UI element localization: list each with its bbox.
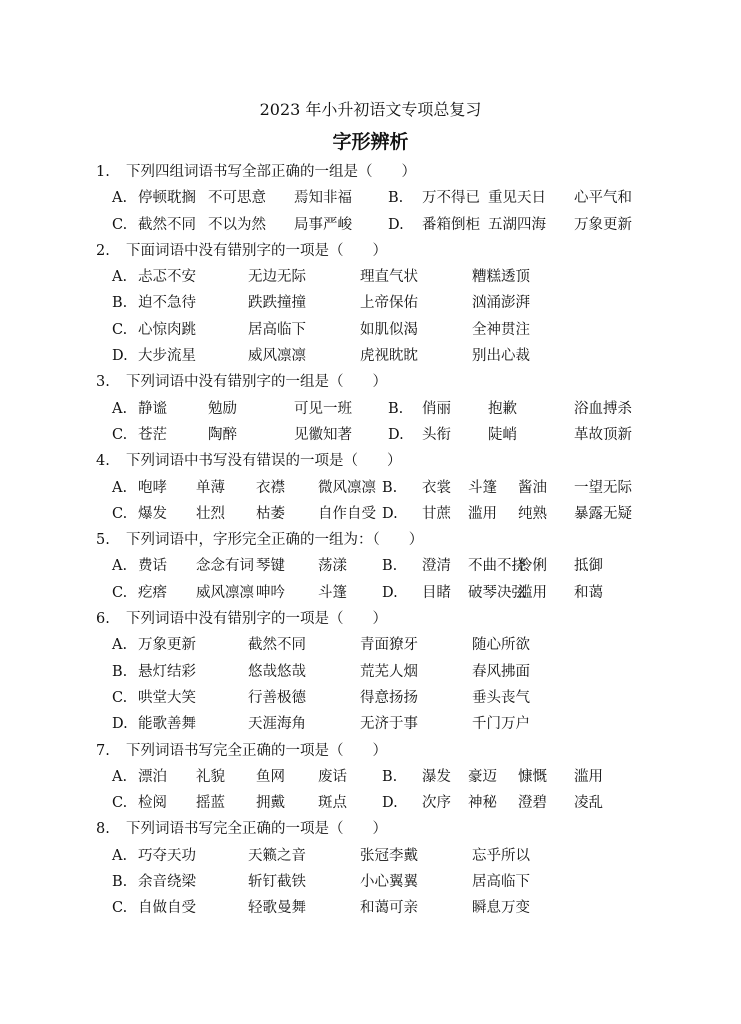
option-word: 伶俐 <box>518 558 547 575</box>
option-row <box>96 553 716 579</box>
question-stem <box>96 606 716 632</box>
option-word: 余音绕梁 <box>138 874 196 891</box>
option-word: 行善极德 <box>248 689 306 706</box>
option-word: 检阅 <box>138 795 167 812</box>
option-row <box>96 475 716 501</box>
option-word: 心惊肉跳 <box>138 321 196 338</box>
option-word: 礼貌 <box>196 768 225 785</box>
option-word: 鱼网 <box>256 768 285 785</box>
option-word: 万象更新 <box>574 216 632 233</box>
option-word: 费话 <box>138 558 167 575</box>
question-text: 下列词语中，字形完全正确的一组为：（ ） <box>126 532 424 549</box>
option-label: C. <box>112 900 128 917</box>
option-label: A. <box>112 190 128 207</box>
option-word: 衣襟 <box>256 479 285 496</box>
question-stem <box>96 238 716 264</box>
option-word: 迫不急待 <box>138 295 196 312</box>
option-row <box>96 501 716 527</box>
option-word: 静谧 <box>138 400 167 417</box>
option-word: 理直气状 <box>360 269 418 286</box>
option-word: 天涯海角 <box>248 716 306 733</box>
option-row <box>96 685 716 711</box>
option-row <box>96 185 716 211</box>
option-word: 番箱倒柜 <box>422 216 480 233</box>
option-word: 纯熟 <box>518 505 547 522</box>
option-word: 忘乎所以 <box>472 847 530 864</box>
option-word: 陡峭 <box>488 426 517 443</box>
option-label: B. <box>382 768 398 785</box>
option-word: 截然不同 <box>248 637 306 654</box>
option-word: 垂头丧气 <box>472 689 530 706</box>
option-word: 威风凛凛 <box>248 348 306 365</box>
option-word: 和蔼 <box>574 584 603 601</box>
question-text: 下列词语中没有错别字的一项是（ ） <box>126 611 387 628</box>
option-word: 能歌善舞 <box>138 716 196 733</box>
option-word: 全神贯注 <box>472 321 530 338</box>
option-row <box>96 869 716 895</box>
option-row <box>96 659 716 685</box>
option-row <box>96 580 716 606</box>
question-number: 2. <box>96 242 110 259</box>
option-word: 和蔼可亲 <box>360 900 418 917</box>
option-row <box>96 632 716 658</box>
question-stem <box>96 738 716 764</box>
option-word: 焉知非福 <box>294 190 352 207</box>
option-word: 澄碧 <box>518 795 547 812</box>
option-word: 小心翼翼 <box>360 874 418 891</box>
option-word: 斗篷 <box>318 584 347 601</box>
question-stem <box>96 448 716 474</box>
option-word: 暴露无疑 <box>574 505 632 522</box>
option-label: A. <box>112 847 128 864</box>
question-8 <box>96 816 716 921</box>
option-word: 别出心裁 <box>472 348 530 365</box>
option-label: C. <box>112 795 128 812</box>
option-word: 自做自受 <box>138 900 196 917</box>
option-word: 革故顶新 <box>574 426 632 443</box>
option-label: B. <box>388 400 404 417</box>
option-word: 自作自受 <box>318 505 376 522</box>
option-word: 壮烈 <box>196 505 225 522</box>
option-word: 斗篷 <box>468 479 497 496</box>
option-label: D. <box>382 795 398 812</box>
option-label: C. <box>112 216 128 233</box>
option-word: 苍茫 <box>138 426 167 443</box>
option-row <box>96 212 716 238</box>
option-word: 春风拂面 <box>472 663 530 680</box>
option-label: B. <box>382 558 398 575</box>
option-word: 不可思意 <box>208 190 266 207</box>
option-word: 如肌似渴 <box>360 321 418 338</box>
option-word: 瀑发 <box>422 768 451 785</box>
option-word: 浴血搏杀 <box>574 400 632 417</box>
option-word: 琴键 <box>256 558 285 575</box>
option-row <box>96 711 716 737</box>
question-7 <box>96 738 716 817</box>
option-word: 抵御 <box>574 558 603 575</box>
option-label: A. <box>112 400 128 417</box>
question-list <box>96 159 716 922</box>
option-word: 慷慨 <box>518 768 547 785</box>
question-number: 7. <box>96 742 110 759</box>
question-text: 下面词语中没有错别字的一项是（ ） <box>126 242 387 259</box>
question-3 <box>96 369 716 448</box>
option-word: 爆发 <box>138 505 167 522</box>
option-word: 念念有词 <box>196 558 254 575</box>
option-label: A. <box>112 637 128 654</box>
option-word: 轻歌曼舞 <box>248 900 306 917</box>
option-word: 可见一班 <box>294 400 352 417</box>
option-word: 虎视眈眈 <box>360 348 418 365</box>
document-title: 2023 年小升初语文专项总复习 <box>259 100 482 119</box>
option-word: 瞬息万变 <box>472 900 530 917</box>
option-word: 随心所欲 <box>472 637 530 654</box>
option-word: 不曲不挠 <box>468 558 526 575</box>
option-word: 忐忑不安 <box>138 269 196 286</box>
option-word: 咆哮 <box>138 479 167 496</box>
option-label: B. <box>112 874 128 891</box>
option-word: 汹涌澎湃 <box>472 295 530 312</box>
option-row <box>96 396 716 422</box>
option-label: B. <box>388 190 404 207</box>
question-text: 下列词语中书写没有错误的一项是（ ） <box>126 453 402 470</box>
option-label: B. <box>112 663 128 680</box>
question-text: 下列词语中没有错别字的一组是（ ） <box>126 374 387 391</box>
option-label: D. <box>382 584 398 601</box>
option-label: A. <box>112 768 128 785</box>
option-label: D. <box>382 505 398 522</box>
option-word: 居高临下 <box>248 321 306 338</box>
option-word: 荒芜人烟 <box>360 663 418 680</box>
question-5 <box>96 527 716 606</box>
option-word: 摇蓝 <box>196 795 225 812</box>
option-word: 不以为然 <box>208 216 266 233</box>
option-word: 滥用 <box>518 584 547 601</box>
option-label: D. <box>388 216 404 233</box>
option-row <box>96 290 716 316</box>
option-word: 漂泊 <box>138 768 167 785</box>
question-6 <box>96 606 716 737</box>
option-word: 哄堂大笑 <box>138 689 196 706</box>
option-label: C. <box>112 505 128 522</box>
option-label: C. <box>112 584 128 601</box>
option-word: 张冠李戴 <box>360 847 418 864</box>
option-row <box>96 343 716 369</box>
option-label: B. <box>112 295 128 312</box>
option-word: 心平气和 <box>574 190 632 207</box>
question-number: 8. <box>96 821 110 838</box>
option-word: 破琴决弦 <box>468 584 526 601</box>
question-1 <box>96 159 716 238</box>
option-word: 上帝保佑 <box>360 295 418 312</box>
option-word: 青面獠牙 <box>360 637 418 654</box>
option-word: 枯萎 <box>256 505 285 522</box>
option-word: 滥用 <box>574 768 603 785</box>
option-word: 得意扬扬 <box>360 689 418 706</box>
option-row <box>96 843 716 869</box>
question-stem <box>96 527 716 553</box>
option-label: D. <box>112 716 128 733</box>
question-number: 4. <box>96 453 110 470</box>
option-row <box>96 790 716 816</box>
option-word: 见徽知著 <box>294 426 352 443</box>
question-2 <box>96 238 716 369</box>
option-label: A. <box>112 479 128 496</box>
option-label: C. <box>112 321 128 338</box>
option-label: D. <box>112 348 128 365</box>
option-word: 凌乱 <box>574 795 603 812</box>
option-word: 微风凛凛 <box>318 479 376 496</box>
option-word: 勉励 <box>208 400 237 417</box>
option-word: 糟糕透顶 <box>472 269 530 286</box>
option-word: 荡漾 <box>318 558 347 575</box>
option-word: 千门万户 <box>472 716 530 733</box>
option-word: 天籁之音 <box>248 847 306 864</box>
option-word: 五湖四海 <box>488 216 546 233</box>
option-word: 重见天日 <box>488 190 546 207</box>
option-word: 停顿耽搁 <box>138 190 196 207</box>
option-word: 无济于事 <box>360 716 418 733</box>
question-stem <box>96 159 716 185</box>
option-word: 万不得已 <box>422 190 480 207</box>
question-number: 3. <box>96 374 110 391</box>
option-word: 澄清 <box>422 558 451 575</box>
question-number: 1. <box>96 164 110 180</box>
option-word: 神秘 <box>468 795 497 812</box>
option-word: 豪迈 <box>468 768 497 785</box>
option-word: 陶醉 <box>208 426 237 443</box>
option-row <box>96 264 716 290</box>
question-stem <box>96 369 716 395</box>
option-word: 局事严峻 <box>294 216 352 233</box>
option-word: 跌跌撞撞 <box>248 295 306 312</box>
option-row <box>96 895 716 921</box>
option-word: 一望无际 <box>574 479 632 496</box>
option-word: 万象更新 <box>138 637 196 654</box>
option-word: 滥用 <box>468 505 497 522</box>
option-word: 俏丽 <box>422 400 451 417</box>
question-text: 下列词语书写完全正确的一项是（ ） <box>126 821 387 838</box>
option-label: A. <box>112 269 128 286</box>
option-label: C. <box>112 689 128 706</box>
option-word: 拥戴 <box>256 795 285 812</box>
option-word: 单薄 <box>196 479 225 496</box>
question-text: 下列四组词语书写全部正确的一组是（ ） <box>126 164 416 180</box>
option-word: 次序 <box>422 795 451 812</box>
option-word: 酱油 <box>518 479 547 496</box>
option-label: B. <box>382 479 398 496</box>
option-word: 目睹 <box>422 584 451 601</box>
document-subtitle: 字形辨析 <box>332 131 409 153</box>
option-word: 甘蔗 <box>422 505 451 522</box>
option-word: 头衔 <box>422 426 451 443</box>
option-label: C. <box>112 426 128 443</box>
option-word: 疙瘩 <box>138 584 167 601</box>
option-row <box>96 764 716 790</box>
option-word: 悬灯结彩 <box>138 663 196 680</box>
option-word: 巧夺天功 <box>138 847 196 864</box>
option-word: 截然不同 <box>138 216 196 233</box>
option-row <box>96 317 716 343</box>
option-word: 威风凛凛 <box>196 584 254 601</box>
option-word: 抱歉 <box>488 400 517 417</box>
question-4 <box>96 448 716 527</box>
option-word: 悠哉悠哉 <box>248 663 306 680</box>
option-word: 衣裳 <box>422 479 451 496</box>
option-word: 无边无际 <box>248 269 306 286</box>
option-row <box>96 422 716 448</box>
option-word: 呻吟 <box>256 584 285 601</box>
question-number: 5. <box>96 532 110 549</box>
option-word: 斩钉截铁 <box>248 874 306 891</box>
question-stem <box>96 816 716 842</box>
option-word: 大步流星 <box>138 348 196 365</box>
option-word: 斑点 <box>318 795 347 812</box>
question-text: 下列词语书写完全正确的一项是（ ） <box>126 742 387 759</box>
option-word: 居高临下 <box>472 874 530 891</box>
question-number: 6. <box>96 611 110 628</box>
option-label: D. <box>388 426 404 443</box>
option-word: 废话 <box>318 768 347 785</box>
option-label: A. <box>112 558 128 575</box>
